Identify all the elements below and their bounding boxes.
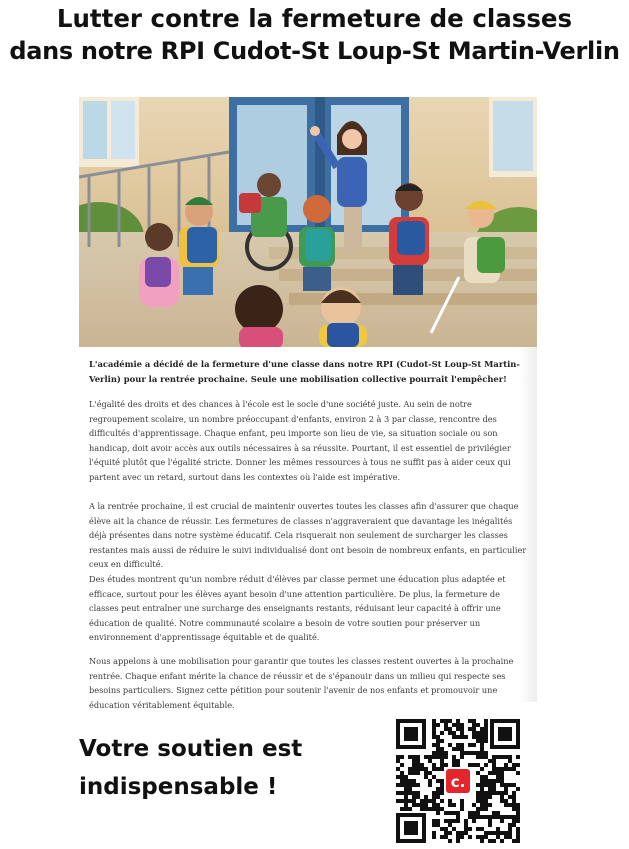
callout-line-1: Votre soutien est [79,736,303,762]
school-entrance-illustration [79,97,537,347]
callout-line-2: indispensable ! [79,774,278,800]
qr-logo-text: c. [450,773,466,791]
hero-illustration [79,97,537,347]
article-lead: L'académie a décidé de la fermeture d'une classe dans notre RPI (Cudot-St Loup-St Martin-Verlin) pour la rentrée prochaine. Seule une mobilisation collective pourrait l'empêcher! [89,359,520,384]
qr-code-icon[interactable] [394,717,522,845]
title-line-2: dans notre RPI Cudot-St Loup-St Martin-Verlin [9,37,620,65]
article-body [79,347,537,710]
page-title [0,2,629,68]
article-paragraph: L'égalité des droits et des chances à l'école est le socle d'une société juste. Au sein de notre regroupement scolaire, un nombre préoccupant d'enfants, environ 2 à 3 par classe, rencontre des difficultés d'apprentissage. Chaque enfant, peu importe son lieu de vie, sa situation sociale ou son handicap, doit avoir accès aux outils nécessaires à sa réussite. Pourtant, il est essentiel de privilégier l'équité plutôt que l'égalité stricte. Donner les mêmes ressources à tous ne suffit pas à aider ceux qui partent avec un retard, surtout dans les contextes où l'aide est impérative. [89,399,511,482]
article-paragraph: Nous appelons à une mobilisation pour garantir que toutes les classes restent ouvertes à la prochaine rentrée. Chaque enfant mérite la chance de réussir et de s'épanouir dans un milieu qui respecte ses besoins particuliers. Signez cette pétition pour soutenir l'avenir de nos enfants et promouvoir une éducation véritablement équitable. [89,656,514,710]
qr-code-graphic [394,717,522,845]
article-paragraph: A la rentrée prochaine, il est crucial de maintenir ouvertes toutes les classes afin d'assurer que chaque élève ait la chance de réussir. Les fermetures de classes n'aggraveraient que davantage les inégalités déjà présentes dans notre système éducatif. Cela risquerait non seulement de surcharger les classes restantes mais aussi de réduire le suivi individualisé dont ont besoin de nombreux enfants, en particulier ceux en difficulté. [89,501,527,570]
title-line-1: Lutter contre la fermeture de classes [56,4,573,33]
article-paragraph: Des études montrent qu'un nombre réduit d'élèves par classe permet une éducation plus adaptée et efficace, surtout pour les élèves ayant besoin d'une attention particulière. De plus, la fermeture de classes peut entraîner une surcharge des enseignants restants, réduisant leur capacité à offrir une éducation de qualité. Notre communauté scolaire a besoin de votre soutien pour préserver un environnement d'apprentissage équitable et de qualité. [89,574,506,643]
support-callout [79,730,369,806]
